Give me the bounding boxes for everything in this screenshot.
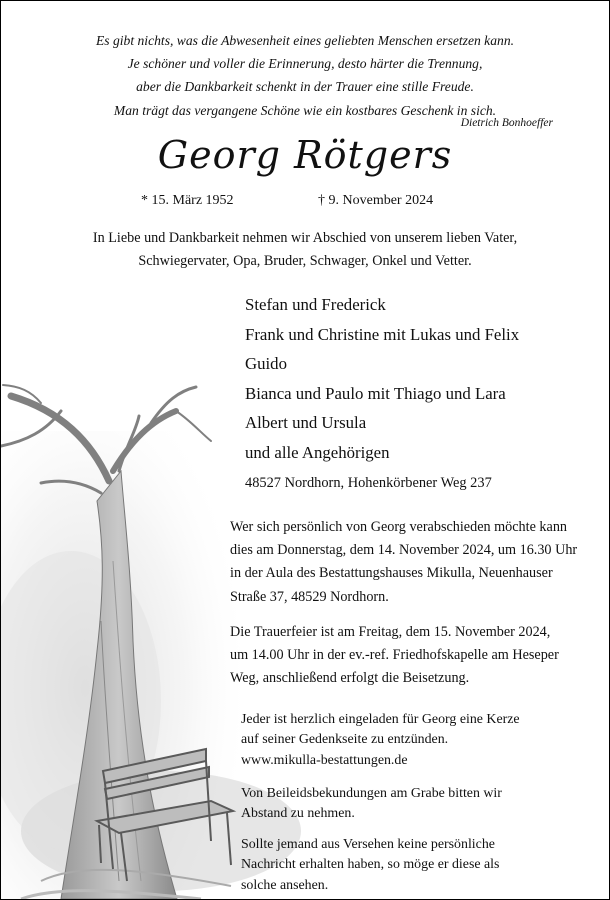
mourner-entry: und alle Angehörigen	[245, 442, 390, 462]
mourner-entry: Stefan und Frederick	[245, 295, 386, 314]
intro-line: In Liebe und Dankbarkeit nehmen wir Abschied von unserem lieben Vater,	[92, 230, 518, 246]
mourner-entry: Bianca und Paulo mit Thiago und Lara	[245, 383, 506, 403]
text-line: Wer sich persönlich von Georg verabschieden möchte kann	[230, 519, 568, 535]
candle-invitation	[241, 710, 589, 771]
condolence-note	[241, 784, 589, 825]
deceased-name: Georg Rötgers	[157, 133, 453, 177]
text-line: Nachricht erhalten haben, so möge er diese als	[241, 857, 500, 873]
text-line: dies am Donnerstag, dem 14. November 2024, um 16.30 Uhr	[230, 542, 578, 559]
text-line: in der Aula des Bestattungshauses Mikulla, Neuenhauser	[230, 565, 553, 582]
text-line: Weg, anschließend erfolgt die Beisetzung.	[230, 670, 470, 687]
farewell-intro	[1, 227, 609, 273]
bonhoeffer-quote	[1, 29, 609, 122]
birth-date: * 15. März 1952	[141, 193, 234, 208]
text-line: um 14.00 Uhr in der ev.-ref. Friedhofskapelle am Heseper	[230, 647, 559, 664]
text-line: Sollte jemand aus Versehen keine persönliche	[241, 837, 495, 852]
website-link[interactable]: www.mikulla-bestattungen.de	[241, 752, 408, 768]
intro-line: Schwiegervater, Opa, Bruder, Schwager, Onkel und Vetter.	[138, 253, 472, 269]
personal-notice-note	[241, 835, 589, 896]
funeral-service-info	[230, 621, 590, 691]
mourners-list	[245, 290, 519, 467]
quote-line: Es gibt nichts, was die Abwesenheit eines geliebten Menschen ersetzen kann.	[95, 33, 515, 48]
farewell-viewing-info	[230, 516, 590, 609]
death-date: † 9. November 2024	[318, 193, 434, 208]
text-line: Von Beileidsbekundungen am Grabe bitten wir	[241, 786, 502, 801]
mourner-entry: Guido	[245, 354, 287, 373]
mourner-entry: Frank und Christine mit Lukas und Felix	[245, 324, 520, 344]
family-address: 48527 Nordhorn, Hohenkörbener Weg 237	[245, 475, 492, 491]
quote-line: Man trägt das vergangene Schöne wie ein kostbares Geschenk in sich.	[113, 102, 497, 118]
mourner-entry: Albert und Ursula	[245, 413, 367, 432]
text-line: Straße 37, 48529 Nordhorn.	[230, 588, 389, 605]
text-line: solche ansehen.	[241, 877, 329, 893]
text-line: Abstand zu nehmen.	[241, 806, 355, 822]
text-line: Die Trauerfeier ist am Freitag, dem 15. November 2024,	[230, 624, 551, 640]
quote-line: aber die Dankbarkeit schenkt in der Trauer eine stille Freude.	[136, 79, 474, 95]
text-line: Jeder ist herzlich eingeladen für Georg eine Kerze	[241, 712, 520, 727]
quote-author: Dietrich Bonhoeffer	[460, 117, 553, 129]
quote-line: Je schöner und voller die Erinnerung, desto härter die Trennung,	[127, 56, 483, 72]
text-line: auf seiner Gedenkseite zu entzünden.	[241, 732, 449, 748]
